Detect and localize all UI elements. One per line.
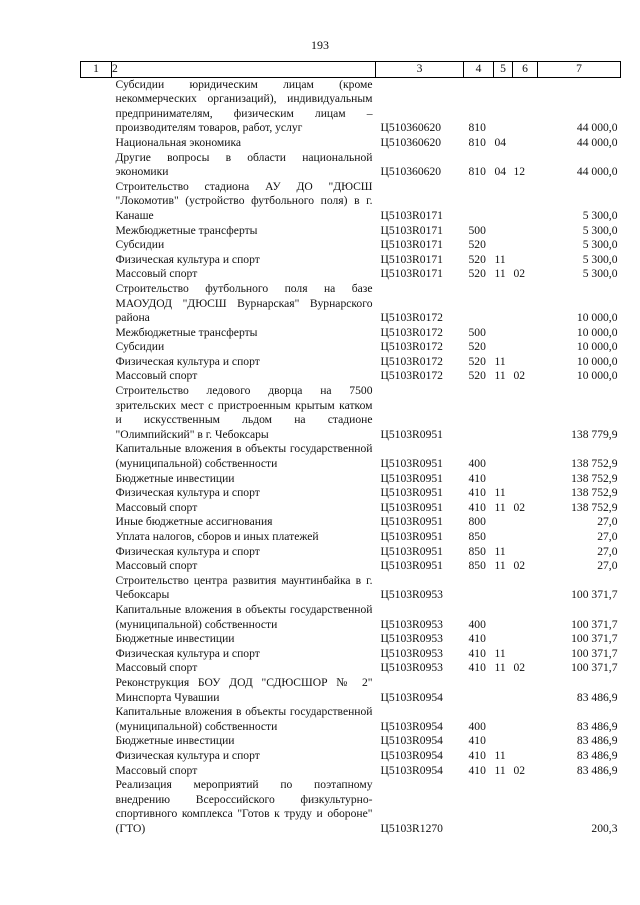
row-col-1 [81,705,112,734]
table-row [81,632,621,647]
row-col-1 [81,764,112,779]
row-expense-type: 410 [468,748,486,762]
row-expense-type: 410 [468,486,486,500]
row-amount: 5 300,0 [582,252,618,266]
row-subsection [513,515,538,530]
row-section: 11 [494,486,506,500]
row-section: 11 [494,748,506,762]
row-target-code: Ц5103R0171 [380,267,443,281]
row-col-1 [81,151,112,180]
table-row [81,180,621,224]
table-row [81,224,621,239]
row-name: Реконструкция БОУ ДОД "СДЮСШОР № 2" Минспорта Чувашии [115,675,373,704]
row-section [494,180,513,224]
row-section [494,224,513,239]
row-section [494,340,513,355]
row-name: Физическая культура и спорт [115,544,260,558]
row-col-1 [81,369,112,384]
row-target-code: Ц5103R0171 [380,238,443,252]
row-expense-type: 410 [468,763,486,777]
table-header [81,62,621,78]
row-col-1 [81,180,112,224]
row-section [494,734,513,749]
row-expense-type: 810 [468,165,486,179]
row-expense-type [464,676,494,705]
row-amount: 10 000,0 [576,325,618,339]
row-amount: 100 371,7 [571,646,618,660]
row-col-1 [81,355,112,370]
row-amount: 100 371,7 [571,617,618,631]
row-name: Физическая культура и спорт [115,646,260,660]
row-name: Уплата налогов, сборов и иных платежей [115,530,319,543]
row-expense-type [464,180,494,224]
row-name: Капитальные вложения в объекты государственной (муниципальной) собственности [115,442,373,471]
row-target-code: Ц510360620 [380,121,442,135]
row-name: Капитальные вложения в объекты государственной (муниципальной) собственности [115,705,373,733]
row-name: Реализация мероприятий по поэтапному внедрению Всероссийского физкультурно-спортивного комплекса "Готов к труду и обороне" (ГТО) [115,778,373,835]
row-name: Строительство ледового дворца на 7500 зрительских мест с пристроенным крытым катком и искусственным льдом на стадионе "Олимпийский" в г. Чебоксары [115,384,373,441]
table-row [81,472,621,487]
row-subsection [513,77,538,136]
row-subsection [513,530,538,545]
row-amount: 83 486,9 [576,734,618,748]
row-subsection [513,282,538,326]
row-col-1 [81,632,112,647]
table-row [81,661,621,676]
row-section [494,442,513,471]
row-col-1 [81,603,112,632]
row-target-code: Ц5103R0172 [380,340,443,354]
row-expense-type: 410 [468,661,486,675]
row-name: Иные бюджетные ассигнования [115,515,273,529]
row-subsection [513,442,538,471]
row-subsection [513,136,538,151]
row-name: Физическая культура и спорт [115,252,260,266]
row-subsection [513,734,538,749]
row-amount: 100 371,7 [571,632,618,646]
row-expense-type: 800 [468,515,486,529]
row-section: 11 [494,646,506,660]
table-row [81,151,621,180]
row-target-code: Ц5103R0951 [380,530,443,543]
row-subsection [513,253,538,268]
header-col-7: 7 [538,62,621,78]
row-name: Массовый спорт [115,369,198,383]
row-col-1 [81,515,112,530]
row-section [494,472,513,487]
table-row [81,326,621,341]
row-col-1 [81,253,112,268]
row-col-1 [81,574,112,603]
row-col-1 [81,559,112,574]
row-name: Бюджетные инвестиции [115,632,235,646]
row-name: Национальная экономика [115,135,242,149]
row-col-1 [81,647,112,662]
row-section [494,326,513,341]
row-name: Физическая культура и спорт [115,486,260,500]
row-subsection [513,632,538,647]
row-target-code: Ц5103R0951 [380,559,443,573]
row-expense-type: 410 [468,500,486,514]
row-col-1 [81,384,112,442]
row-amount: 83 486,9 [576,748,618,762]
row-expense-type: 410 [468,734,486,748]
row-subsection [513,603,538,632]
table-row [81,778,621,836]
row-subsection: 12 [513,165,526,179]
row-section: 11 [494,369,506,383]
row-target-code: Ц5103R1270 [380,821,443,835]
row-name: Физическая культура и спорт [115,354,260,368]
table-row [81,355,621,370]
table-row [81,282,621,326]
table-row [81,545,621,560]
row-amount: 5 300,0 [582,208,618,222]
row-col-1 [81,530,112,545]
row-target-code: Ц5103R0954 [380,690,443,704]
row-amount: 44 000,0 [576,135,618,149]
row-expense-type: 500 [468,223,486,237]
row-section [494,282,513,326]
row-amount: 10 000,0 [576,354,618,368]
row-col-1 [81,282,112,326]
row-target-code: Ц5103R0951 [380,500,443,514]
row-name: Физическая культура и спорт [115,748,260,762]
row-target-code: Ц5103R0954 [380,719,443,733]
row-expense-type: 520 [468,369,486,383]
row-amount: 5 300,0 [582,267,618,281]
row-subsection [513,749,538,764]
row-target-code: Ц5103R0953 [380,617,443,631]
header-col-5: 5 [494,62,513,78]
row-name: Массовый спорт [115,267,198,281]
row-expense-type: 810 [468,121,486,135]
row-amount: 100 371,7 [571,661,618,675]
row-amount: 10 000,0 [576,340,618,354]
table-row [81,515,621,530]
row-subsection [513,486,538,501]
row-subsection [513,224,538,239]
row-col-1 [81,136,112,151]
row-target-code: Ц5103R0951 [380,544,443,558]
row-expense-type: 400 [468,719,486,733]
row-target-code: Ц5103R0172 [380,354,443,368]
row-expense-type: 850 [468,559,486,573]
row-amount: 5 300,0 [582,238,618,252]
table-row [81,77,621,136]
row-target-code: Ц5103R0951 [380,427,443,441]
table-row [81,734,621,749]
row-amount: 138 779,9 [571,427,618,441]
row-section: 11 [494,661,506,675]
row-col-1 [81,545,112,560]
row-expense-type: 400 [468,457,486,471]
row-target-code: Ц510360620 [380,135,442,149]
row-subsection: 02 [513,661,526,675]
header-col-4: 4 [464,62,494,78]
row-name: Межбюджетные трансферты [115,223,258,237]
table-body [81,77,621,836]
table-row [81,676,621,705]
row-target-code: Ц5103R0954 [380,748,443,762]
row-target-code: Ц5103R0172 [380,311,443,325]
row-section: 11 [494,500,506,514]
row-amount: 83 486,9 [576,763,618,777]
row-amount: 138 752,9 [571,500,618,514]
row-amount: 138 752,9 [571,471,618,485]
table-row [81,253,621,268]
row-col-1 [81,778,112,836]
row-amount: 100 371,7 [571,588,618,602]
row-target-code: Ц5103R0171 [380,208,443,222]
table-row [81,384,621,442]
row-target-code: Ц5103R0172 [380,369,443,383]
table-row [81,603,621,632]
row-name: Массовый спорт [115,500,198,514]
row-col-1 [81,267,112,282]
row-section: 11 [494,544,506,558]
row-name: Другие вопросы в области национальной экономики [115,150,373,179]
row-col-1 [81,442,112,471]
row-expense-type: 410 [468,471,486,485]
row-amount: 138 752,9 [571,457,618,471]
row-expense-type: 520 [468,238,486,252]
row-section [494,238,513,253]
row-col-1 [81,472,112,487]
row-amount: 27,0 [597,515,618,529]
row-col-1 [81,238,112,253]
table-row [81,136,621,151]
table-row [81,764,621,779]
table-row [81,647,621,662]
row-amount: 200,3 [591,821,618,835]
row-expense-type: 400 [468,617,486,631]
table-row [81,369,621,384]
row-name: Межбюджетные трансферты [115,325,258,339]
table-row [81,486,621,501]
row-target-code: Ц5103R0951 [380,515,443,529]
row-name: Субсидии юридическим лицам (кроме некоммерческих организаций), индивидуальным предпринимателям, физическим лицам – производителям товаров, работ, услуг [115,77,373,135]
row-target-code: Ц5103R0953 [380,588,443,602]
row-subsection [513,384,538,442]
header-col-1: 1 [81,62,112,78]
row-expense-type: 810 [468,135,486,149]
row-target-code: Ц510360620 [380,165,442,179]
row-target-code: Ц5103R0951 [380,457,443,471]
row-section [494,515,513,530]
row-amount: 83 486,9 [576,690,618,704]
row-col-1 [81,486,112,501]
row-expense-type: 850 [468,530,486,543]
row-subsection [513,647,538,662]
row-col-1 [81,661,112,676]
row-subsection [513,472,538,487]
row-name: Массовый спорт [115,763,198,777]
row-subsection [513,326,538,341]
row-amount: 5 300,0 [582,223,618,237]
row-col-1 [81,676,112,705]
row-section: 11 [494,763,506,777]
row-subsection [513,705,538,734]
header-col-2: 2 [112,62,376,78]
row-subsection [513,574,538,603]
row-target-code: Ц5103R0953 [380,632,443,646]
row-target-code: Ц5103R0951 [380,471,443,485]
row-subsection [513,545,538,560]
row-amount: 44 000,0 [576,165,618,179]
row-target-code: Ц5103R0951 [380,486,443,500]
row-subsection [513,778,538,836]
row-expense-type: 520 [468,354,486,368]
row-subsection [513,676,538,705]
row-name: Массовый спорт [115,559,198,573]
row-expense-type: 850 [468,544,486,558]
row-expense-type: 520 [468,340,486,354]
row-expense-type [464,282,494,326]
row-name: Субсидии [115,238,165,252]
row-amount: 138 752,9 [571,486,618,500]
row-section [494,778,513,836]
budget-table [80,61,621,836]
row-target-code: Ц5103R0953 [380,661,443,675]
row-expense-type [464,574,494,603]
row-name: Строительство центра развития маунтинбайка в г. Чебоксары [115,573,373,602]
row-expense-type: 500 [468,325,486,339]
row-subsection [513,238,538,253]
row-amount: 44 000,0 [576,121,618,135]
row-section [494,705,513,734]
row-section [494,603,513,632]
row-section: 11 [494,354,506,368]
row-target-code: Ц5103R0171 [380,252,443,266]
row-expense-type [464,778,494,836]
table-row [81,559,621,574]
row-section [494,632,513,647]
row-expense-type [464,384,494,442]
table-row [81,267,621,282]
row-col-1 [81,326,112,341]
table-row [81,442,621,471]
row-subsection: 02 [513,500,526,514]
row-name: Строительство футбольного поля на базе МАОУДОД "ДЮСШ Вурнарская" Вурнарского района [115,281,373,325]
row-target-code: Ц5103R0953 [380,646,443,660]
row-amount: 27,0 [597,544,618,558]
row-amount: 83 486,9 [576,719,618,733]
row-subsection: 02 [513,763,526,777]
row-amount: 10 000,0 [576,369,618,383]
table-row [81,749,621,764]
row-target-code: Ц5103R0954 [380,763,443,777]
table-row [81,340,621,355]
row-section [494,574,513,603]
row-name: Массовый спорт [115,661,198,675]
header-col-3: 3 [376,62,464,78]
row-target-code: Ц5103R0172 [380,325,443,339]
row-section: 11 [494,559,506,573]
row-col-1 [81,749,112,764]
row-subsection: 02 [513,267,526,281]
row-expense-type: 520 [468,252,486,266]
row-col-1 [81,734,112,749]
row-subsection [513,355,538,370]
row-amount: 27,0 [597,530,618,543]
row-name: Субсидии [115,340,165,354]
row-col-1 [81,77,112,136]
row-subsection [513,340,538,355]
row-name: Бюджетные инвестиции [115,734,235,748]
row-target-code: Ц5103R0171 [380,223,443,237]
row-col-1 [81,501,112,516]
row-target-code: Ц5103R0954 [380,734,443,748]
row-section [494,77,513,136]
row-expense-type: 520 [468,267,486,281]
header-row [81,62,621,78]
row-section [494,676,513,705]
row-section [494,530,513,545]
row-expense-type: 410 [468,646,486,660]
row-section [494,384,513,442]
row-section: 11 [494,267,506,281]
row-amount: 10 000,0 [576,311,618,325]
table-row [81,501,621,516]
page-number: 193 [311,38,329,52]
row-name: Капитальные вложения в объекты государственной (муниципальной) собственности [115,602,373,631]
table-row [81,238,621,253]
table-row [81,705,621,734]
row-col-1 [81,224,112,239]
row-section: 04 [494,165,507,179]
row-subsection: 02 [513,559,526,573]
row-col-1 [81,340,112,355]
row-subsection: 02 [513,369,526,383]
row-name: Строительство стадиона АУ ДО "ДЮСШ "Локомотив" (устройство футбольного поля) в г. Канаше [115,179,373,222]
row-section: 04 [494,135,507,149]
header-col-6: 6 [513,62,538,78]
table-row [81,530,621,545]
row-subsection [513,180,538,224]
row-name: Бюджетные инвестиции [115,471,235,485]
row-amount: 27,0 [597,559,618,573]
row-section: 11 [494,252,506,266]
row-expense-type: 410 [468,632,486,646]
table-row [81,574,621,603]
